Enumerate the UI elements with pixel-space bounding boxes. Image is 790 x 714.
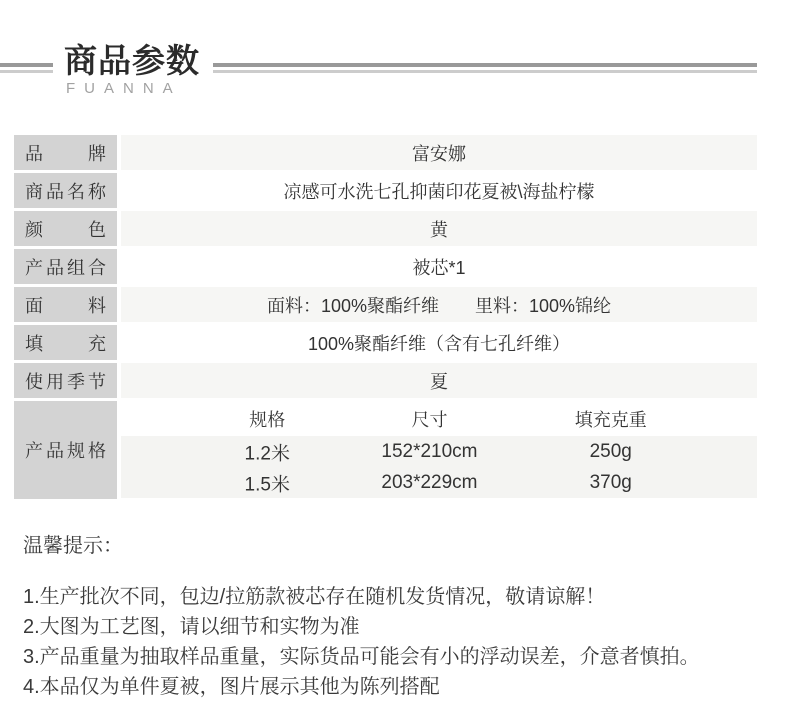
decorative-line-right xyxy=(213,63,757,73)
brand-latin-name: FUANNA xyxy=(66,80,182,97)
line-dark-bar xyxy=(0,63,53,67)
row-value: 100%聚酯纤维（含有七孔纤维） xyxy=(307,333,571,354)
specs-data-row xyxy=(121,436,757,467)
specs-cell-size: 1.2米 xyxy=(244,443,290,464)
tips-title: 温馨提示： xyxy=(23,535,123,557)
row-label: 填 充 xyxy=(14,325,117,360)
table-row-specs xyxy=(14,401,757,499)
line-light-bar xyxy=(213,70,757,73)
row-value: 富安娜 xyxy=(121,135,757,170)
specs-data-row xyxy=(121,467,757,498)
table-row-combination xyxy=(14,249,757,284)
specs-header-row xyxy=(121,401,757,436)
specs-data-band xyxy=(121,436,757,498)
row-label: 面 料 xyxy=(14,287,117,322)
tip-item: 3.产品重量为抽取样品重量，实际货品可能会有小的浮动误差，介意者慎拍。 xyxy=(23,646,700,668)
table-row-filling xyxy=(14,325,757,360)
specs-col-header-size: 规格 xyxy=(249,409,286,430)
table-row-color xyxy=(14,211,757,246)
section-title: 商品参数 xyxy=(64,42,200,79)
row-label: 颜 色 xyxy=(14,211,117,246)
row-label: 品 牌 xyxy=(14,135,117,170)
product-spec-table xyxy=(14,135,757,502)
tip-item: 4.本品仅为单件夏被，图片展示其他为陈列搭配 xyxy=(23,676,440,698)
row-value: 黄 xyxy=(121,211,757,246)
title-block xyxy=(64,43,200,97)
tips-section xyxy=(23,534,773,702)
row-label: 产 品 组 合 xyxy=(14,249,117,284)
specs-subtable xyxy=(121,401,757,499)
specs-cell-dimensions: 203*229cm xyxy=(381,471,478,493)
decorative-line-left xyxy=(0,63,53,73)
tip-item: 2.大图为工艺图，请以细节和实物为准 xyxy=(23,616,360,638)
row-label: 商 品 名 称 xyxy=(14,173,117,208)
line-light-bar xyxy=(0,70,53,73)
row-value: 面料：100%聚酯纤维 里料：100%锦纶 xyxy=(121,287,757,322)
tip-item: 1.生产批次不同，包边/拉筋款被芯存在随机发货情况，敬请谅解！ xyxy=(23,586,606,608)
specs-cell-size: 1.5米 xyxy=(244,474,290,495)
row-value: 被芯*1 xyxy=(412,257,466,278)
row-label: 使 用 季 节 xyxy=(14,363,117,398)
table-row-brand xyxy=(14,135,757,170)
specs-cell-dimensions: 152*210cm xyxy=(381,440,478,462)
table-row-season xyxy=(14,363,757,398)
specs-col-header-dimensions: 尺寸 xyxy=(411,409,448,430)
row-value: 夏 xyxy=(121,363,757,398)
table-row-fabric xyxy=(14,287,757,322)
row-value: 凉感可水洗七孔抑菌印花夏被\海盐柠檬 xyxy=(283,181,595,202)
specs-cell-fill-weight: 370g xyxy=(589,471,632,493)
specs-col-header-fill-weight: 填充克重 xyxy=(574,409,647,430)
specs-cell-fill-weight: 250g xyxy=(589,440,632,462)
table-row-product-name xyxy=(14,173,757,208)
section-header xyxy=(0,42,790,98)
line-dark-bar xyxy=(213,63,757,67)
row-label: 产 品 规 格 xyxy=(14,401,117,499)
